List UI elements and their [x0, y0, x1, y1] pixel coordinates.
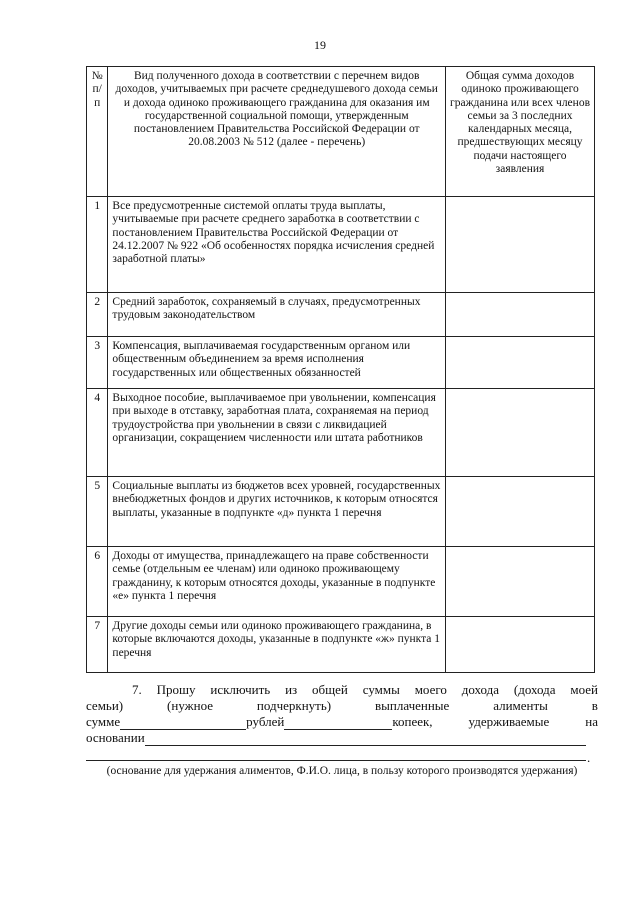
row-sum-field[interactable] — [446, 337, 595, 389]
row-num: 5 — [87, 477, 108, 547]
row-num: 3 — [87, 337, 108, 389]
kopecks-label: копеек, удерживаемые на — [392, 714, 598, 729]
row-sum-field[interactable] — [446, 197, 595, 293]
basis-hint-note: (основание для удержания алиментов, Ф.И.О. лица, в пользу которого производятся удержания) — [106, 765, 578, 777]
paragraph-7-text: 7. Прошу исключить из общей суммы моего дохода (дохода моей — [132, 682, 598, 697]
word: подчеркнуть) — [256, 698, 332, 713]
page-number: 19 — [314, 38, 326, 52]
rubles-blank-field[interactable] — [120, 717, 246, 730]
income-table — [86, 66, 595, 673]
table-row — [87, 389, 595, 477]
row-income-type: Компенсация, выплачиваемая государственным органом или общественным объединением за время исполнения государственных или общественных обязанностей — [108, 337, 446, 389]
paragraph-7-line-1 — [86, 682, 598, 698]
header-income-type: Вид полученного дохода в соответствии с перечнем видов доходов, учитываемых при расчете среднедушевого дохода семьи и дохода одиноко проживающего гражданина для оказания им государственной социальной помощи, утвержденным постановлением Правительства Российской Федерации от 20.08.2003 № 512 (далее - перечень) — [108, 67, 446, 197]
kopecks-blank-field[interactable] — [284, 717, 392, 730]
paragraph-7-line-4 — [86, 730, 598, 746]
table-row — [87, 617, 595, 673]
table-row — [87, 337, 595, 389]
table-row — [87, 293, 595, 337]
table-row — [87, 197, 595, 293]
row-num: 1 — [87, 197, 108, 293]
row-income-type: Все предусмотренные системой оплаты труда выплаты, учитываемые при расчете среднего заработка в соответствии с постановлением Правительства Российской Федерации от 24.12.2007 № 922 «Об особенностях порядка исчисления средней заработной платы» — [108, 197, 446, 293]
line-end-period: . — [587, 750, 591, 765]
word: алименты — [493, 698, 548, 713]
row-sum-field[interactable] — [446, 477, 595, 547]
row-income-type: Средний заработок, сохраняемый в случаях, предусмотренных трудовым законодательством — [108, 293, 446, 337]
basis-label: основании — [86, 730, 145, 745]
table-row — [87, 477, 595, 547]
word: выплаченные — [375, 698, 450, 713]
row-income-type: Социальные выплаты из бюджетов всех уровней, государственных внебюджетных фондов и других источников, к которым относятся выплаты, указанные в подпункте «д» пункта 1 перечня — [108, 477, 446, 547]
row-income-type: Доходы от имущества, принадлежащего на праве собственности семье (отдельным ее членам) или одиноко проживающему гражданину, к которым относятся доходы, указанные в подпункте «е» пункта 1 перечня — [108, 547, 446, 617]
header-total-sum: Общая сумма доходов одиноко проживающего гражданина или всех членов семьи за 3 последних календарных месяца, предшествующих месяцу подачи настоящего заявления — [446, 67, 595, 197]
row-sum-field[interactable] — [446, 293, 595, 337]
sum-label: сумме — [86, 714, 121, 729]
table-header-row — [87, 67, 595, 197]
row-income-type: Выходное пособие, выплачиваемое при увольнении, компенсация при выходе в отставку, заработная плата, сохраняемая на период трудоустройства при увольнении в связи с ликвидацией организации, сокращением численности или штата работников — [108, 389, 446, 477]
table-row — [87, 547, 595, 617]
paragraph-7-line-2 — [86, 698, 598, 714]
word: (нужное — [167, 698, 214, 713]
row-num: 6 — [87, 547, 108, 617]
rubles-label: рублей — [246, 714, 285, 729]
word: семьи) — [86, 698, 124, 713]
paragraph-7-line-3 — [86, 714, 598, 730]
basis-blank-field[interactable] — [145, 733, 586, 746]
basis-continuation-line[interactable] — [86, 760, 586, 761]
row-sum-field[interactable] — [446, 389, 595, 477]
row-sum-field[interactable] — [446, 547, 595, 617]
row-income-type: Другие доходы семьи или одиноко проживающего гражданина, в которые включаются доходы, указанные в подпункте «ж» пункта 1 перечня — [108, 617, 446, 673]
row-num: 4 — [87, 389, 108, 477]
word: в — [591, 698, 598, 713]
header-num: № п/п — [87, 67, 108, 197]
row-sum-field[interactable] — [446, 617, 595, 673]
row-num: 7 — [87, 617, 108, 673]
row-num: 2 — [87, 293, 108, 337]
